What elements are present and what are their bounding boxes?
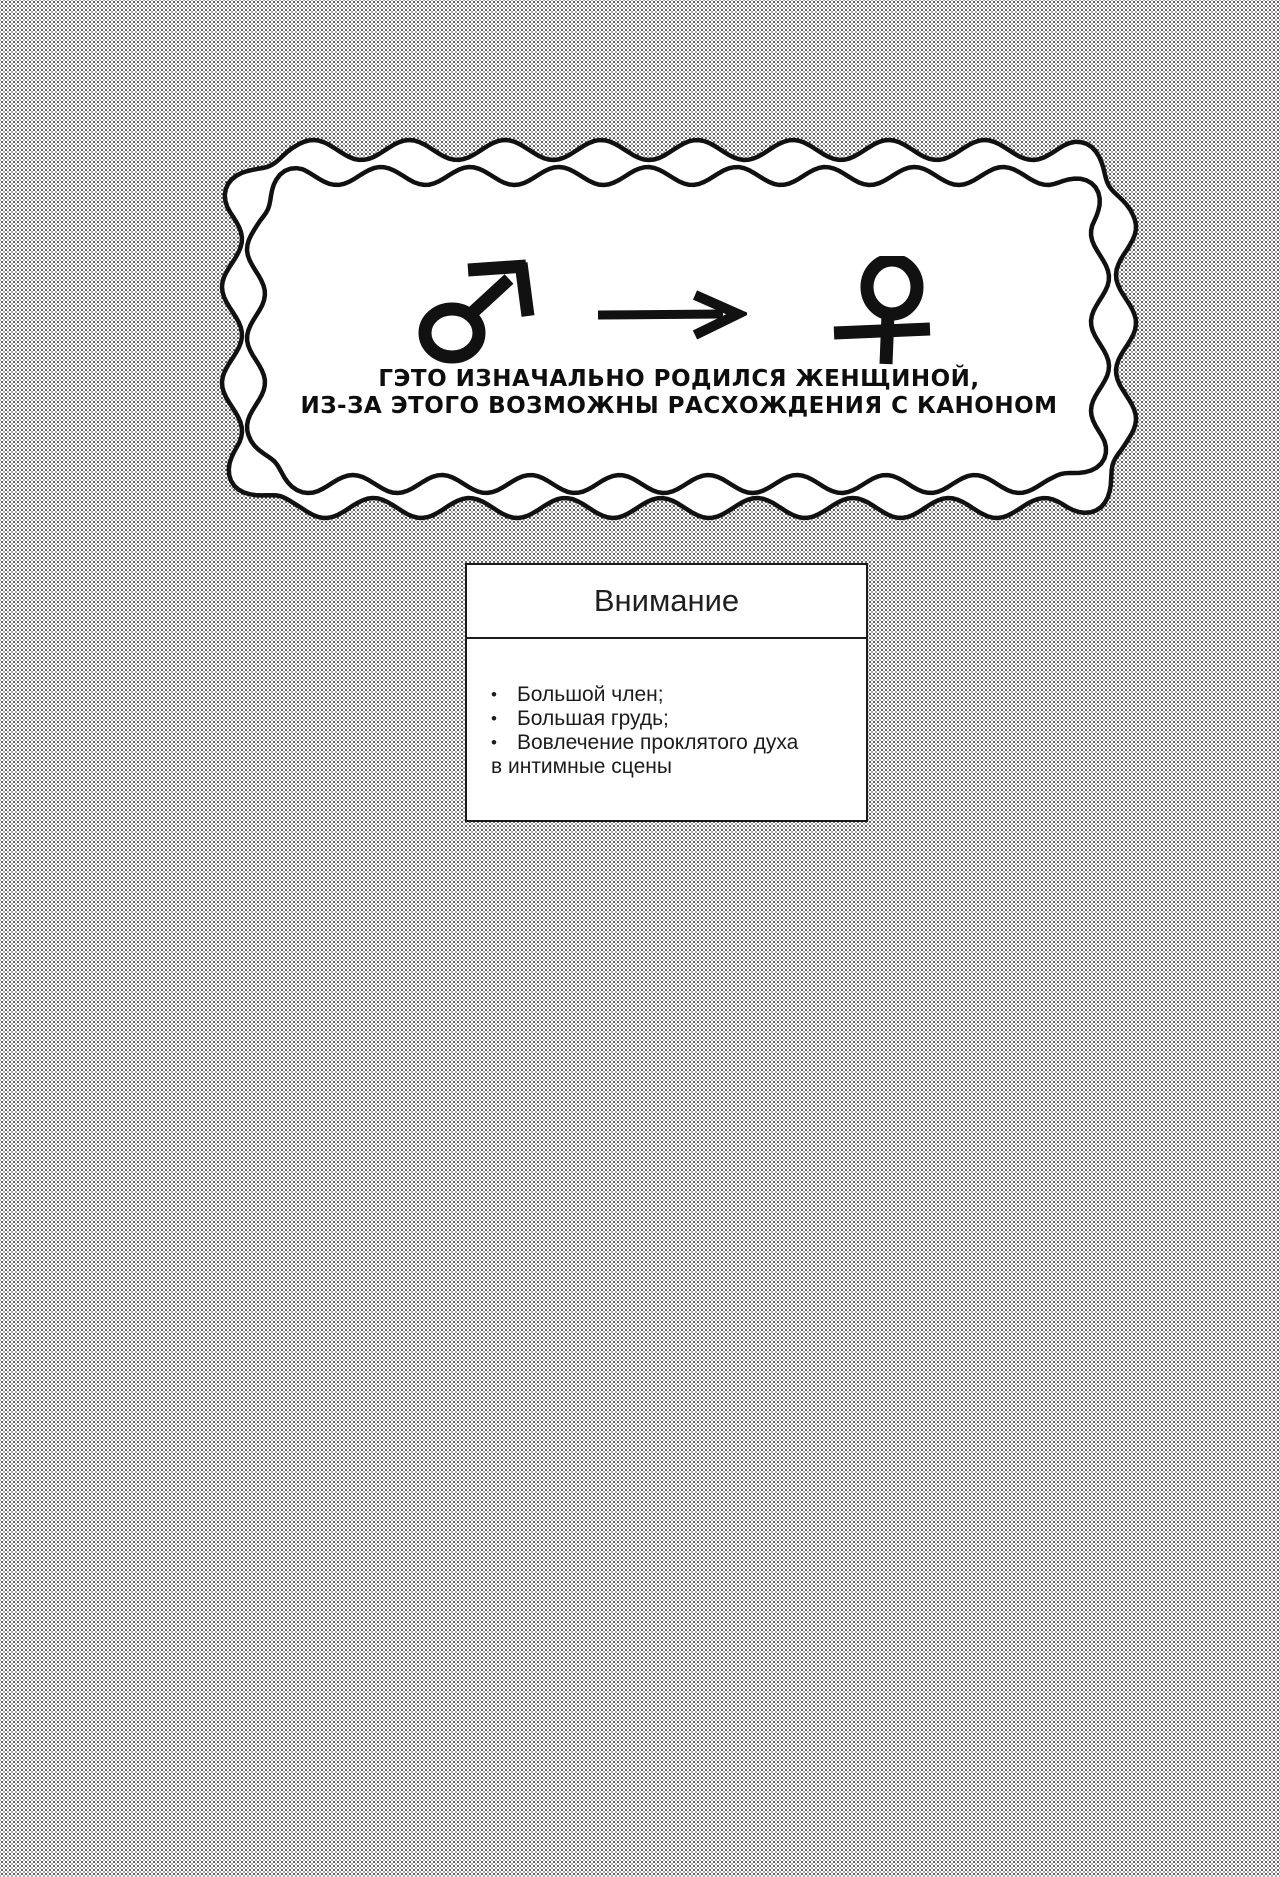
warning-list (467, 683, 866, 779)
bullet-dot-icon: • (491, 685, 497, 704)
male-sign-icon (408, 256, 540, 368)
bullet-dot-icon: • (491, 733, 497, 752)
warning-list-item (491, 707, 850, 731)
warning-list-item (491, 755, 850, 779)
warning-item-text: в интимные сцены (491, 755, 672, 778)
warning-item-text: Большая грудь; (517, 707, 669, 730)
panel-caption (232, 366, 1126, 420)
warning-item-text: Вовлечение проклятого духа (517, 731, 799, 754)
bullet-dot-icon: • (491, 709, 497, 728)
warning-item-text: Большой член; (517, 683, 664, 706)
female-sign-icon (826, 256, 938, 370)
warning-title: Внимание (467, 565, 866, 639)
warning-list-item (491, 683, 850, 707)
warning-list-item (491, 731, 850, 755)
panel-caption-line1: ГЭТО ИЗНАЧАЛЬНО РОДИЛСЯ ЖЕНЩИНОЙ, (378, 366, 980, 392)
warning-box (465, 563, 868, 822)
panel-caption-line2: ИЗ-ЗА ЭТОГО ВОЗМОЖНЫ РАСХОЖДЕНИЯ С КАНОНОМ (300, 393, 1058, 419)
arrow-right-icon (595, 290, 747, 340)
